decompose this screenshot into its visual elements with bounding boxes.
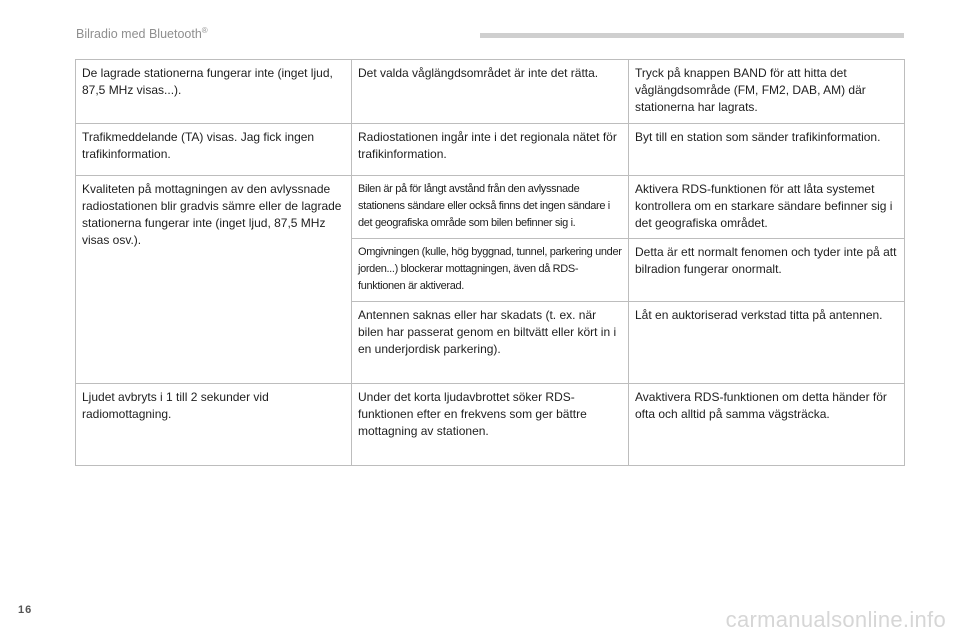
header-title-text: Bilradio med Bluetooth [76,27,202,42]
registered-mark: ® [201,26,208,35]
problem-cell: De lagrade stationerna fungerar inte (inget ljud, 87,5 MHz visas...). [76,60,352,124]
problem-cell: Kvaliteten på mottagningen av den avlyssnade radiostationen blir gradvis sämre eller de lagrade stationerna fungerar inte (inget ljud, 87,5 MHz visas osv.). [76,176,352,384]
page-number: 16 [18,604,33,616]
watermark: carmanualsonline.info [725,607,946,632]
solution-cell: Avaktivera RDS-funktionen om detta händer för ofta och alltid på samma vägsträcka. [629,384,905,466]
problem-cell: Trafikmeddelande (TA) visas. Jag fick ingen trafikinformation. [76,124,352,176]
cause-text: Omgivningen (kulle, hög byggnad, tunnel, parkering under jorden...) blockerar mottagningen, även då RDS-funktionen är aktiverad. [358,246,622,292]
cause-cell: Det valda våglängdsområdet är inte det rätta. [352,60,629,124]
solution-cell: Aktivera RDS-funktionen för att låta systemet kontrollera om en starkare sändare befinner sig i det geografiska området. [629,176,905,239]
cause-cell [352,176,629,239]
cause-cell [352,239,629,302]
table-row [76,384,905,466]
cause-text: Bilen är på för långt avstånd från den avlyssnade stationens sändare eller också finns det ingen sändare i det geografiska område som bilen befinner sig i. [358,183,610,229]
header-rule [480,33,904,38]
cause-cell: Under det korta ljudavbrottet söker RDS-funktionen efter en frekvens som ger bättre mottagning av stationen. [352,384,629,466]
troubleshooting-table [75,59,905,466]
table-row [76,176,905,239]
solution-cell: Byt till en station som sänder trafikinformation. [629,124,905,176]
cause-cell: Antennen saknas eller har skadats (t. ex. när bilen har passerat genom en biltvätt eller kört in i en underjordisk parkering). [352,302,629,384]
cause-cell: Radiostationen ingår inte i det regionala nätet för trafikinformation. [352,124,629,176]
table-row [76,124,905,176]
solution-cell: Låt en auktoriserad verkstad titta på antennen. [629,302,905,384]
solution-cell: Detta är ett normalt fenomen och tyder inte på att bilradion fungerar onormalt. [629,239,905,302]
problem-cell: Ljudet avbryts i 1 till 2 sekunder vid radiomottagning. [76,384,352,466]
table-row [76,60,905,124]
solution-cell: Tryck på knappen BAND för att hitta det våglängdsområde (FM, FM2, DAB, AM) där stationerna har lagrats. [629,60,905,124]
page-header-title [76,26,208,41]
